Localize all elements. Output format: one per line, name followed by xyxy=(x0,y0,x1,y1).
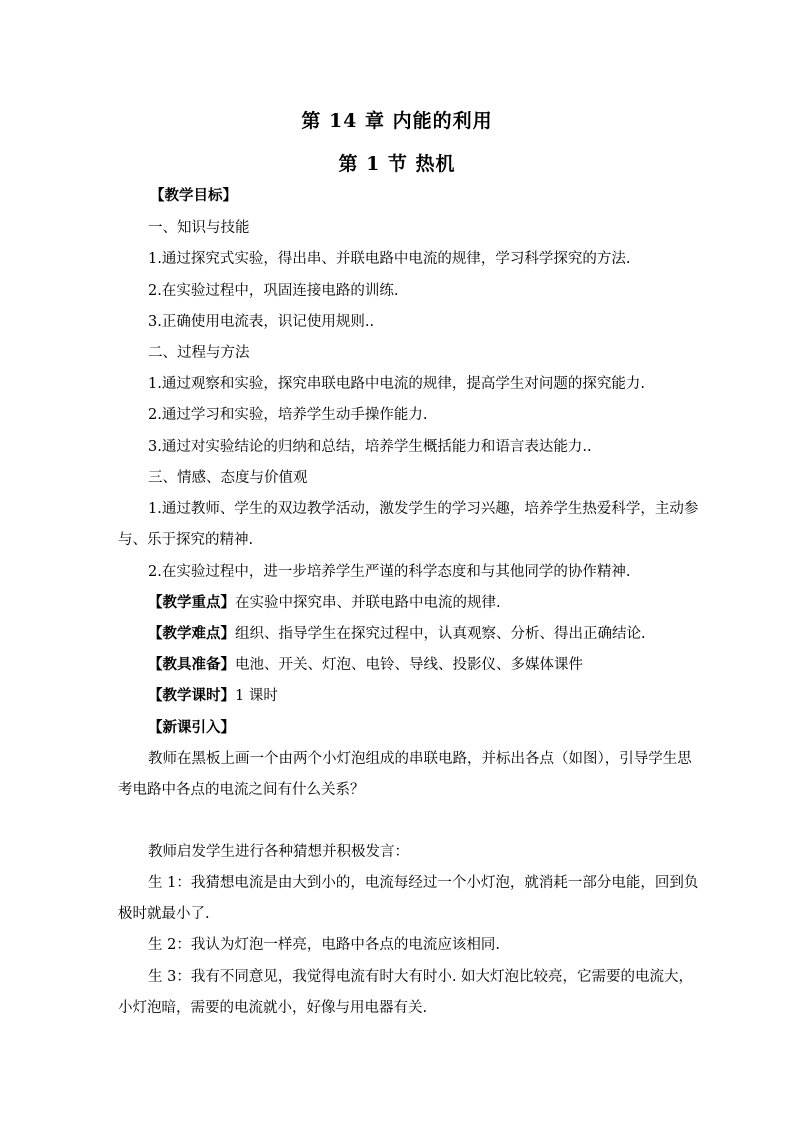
difficulties-label: 【教学难点】 xyxy=(148,626,235,642)
class-hours-label: 【教学课时】 xyxy=(148,688,235,704)
equipment-text: 电池、开关、灯泡、电铃、导线、投影仪、多媒体课件 xyxy=(235,657,583,673)
introduction-heading: 【新课引入】 xyxy=(148,720,235,736)
process-heading: 二、过程与方法 xyxy=(148,345,250,361)
equipment-label: 【教具准备】 xyxy=(148,657,235,673)
chapter-title: 第 14 章 内能的利用 xyxy=(301,110,493,132)
class-hours-text: 1 课时 xyxy=(235,688,278,704)
knowledge-item: 3.正确使用电流表，识记使用规则.. xyxy=(148,314,375,330)
process-item: 1.通过观察和实验，探究串联电路中电流的规律，提高学生对问题的探究能力. xyxy=(148,376,645,392)
key-points-text: 在实验中探究串、并联电路中电流的规律. xyxy=(235,595,501,611)
class-hours xyxy=(148,686,708,706)
intro-prompt: 教师启发学生进行各种猜想并积极发言： xyxy=(148,844,409,860)
values-heading: 三、情感、态度与价值观 xyxy=(148,470,308,486)
key-points xyxy=(148,593,708,613)
difficulties xyxy=(148,624,708,644)
intro-paragraph: 教师在黑板上画一个由两个小灯泡组成的串联电路，并标出各点（如图），引导学生思 xyxy=(148,751,692,767)
student-1-continued: 极时就最小了. xyxy=(118,906,210,922)
values-item-continued: 与、乐于探究的精神. xyxy=(118,532,254,548)
difficulties-text: 组织、指导学生在探究过程中，认真观察、分析、得出正确结论. xyxy=(235,626,646,642)
student-1: 生 1：我猜想电流是由大到小的，电流每经过一个小灯泡，就消耗一部分电能，回到负 xyxy=(148,875,699,891)
intro-paragraph-continued: 考电路中各点的电流之间有什么关系？ xyxy=(118,782,365,798)
key-points-label: 【教学重点】 xyxy=(148,595,235,611)
values-item: 1.通过教师、学生的双边教学活动，激发学生的学习兴趣，培养学生热爱科学，主动参 xyxy=(148,501,699,517)
knowledge-item: 1.通过探究式实验，得出串、并联电路中电流的规律，学习科学探究的方法. xyxy=(148,251,631,267)
objectives-heading: 【教学目标】 xyxy=(150,188,237,204)
equipment xyxy=(148,655,708,675)
knowledge-item: 2.在实验过程中，巩固连接电路的训练. xyxy=(148,283,399,299)
process-item: 3.通过对实验结论的归纳和总结，培养学生概括能力和语言表达能力.. xyxy=(148,439,592,455)
student-3: 生 3：我有不同意见，我觉得电流有时大有时小. 如大灯泡比较亮，它需要的电流大， xyxy=(148,969,694,985)
student-2: 生 2：我认为灯泡一样亮，电路中各点的电流应该相同. xyxy=(148,937,500,953)
section-title: 第 1 节 热机 xyxy=(338,153,456,175)
knowledge-heading: 一、知识与技能 xyxy=(148,220,250,236)
values-item: 2.在实验过程中，进一步培养学生严谨的科学态度和与其他同学的协作精神. xyxy=(148,564,631,580)
student-3-continued: 小灯泡暗，需要的电流就小，好像与用电器有关. xyxy=(118,1000,428,1016)
process-item: 2.通过学习和实验，培养学生动手操作能力. xyxy=(148,407,428,423)
